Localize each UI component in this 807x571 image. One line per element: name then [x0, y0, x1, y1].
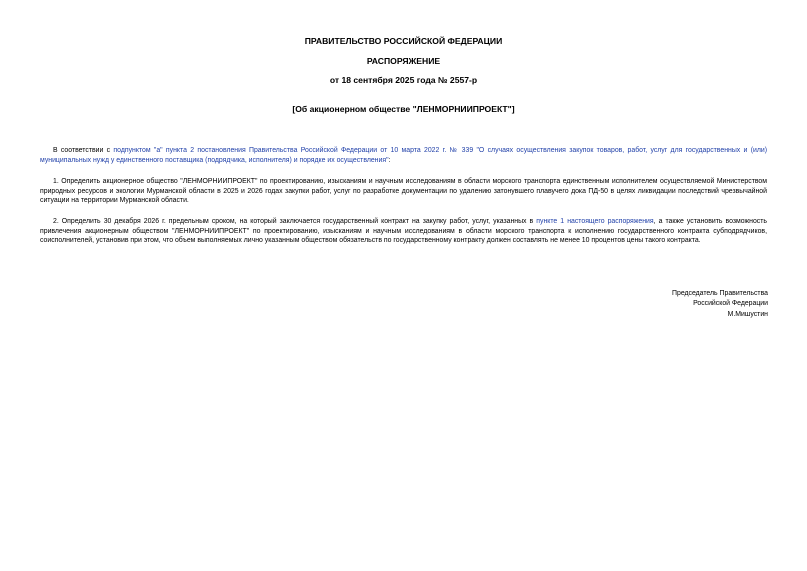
item-1-paragraph: 1. Определить акционерное общество "ЛЕНМОРНИИПРОЕКТ" по проектированию, изысканиям и научным исследованиям в области морского транспорта единственным исполнителем осуществляемой Министерством природных ресурсов и экологии Мурманской области в 2025 и 2026 годах закупки работ, услуг по разработке документации по удалению затонувшего плавучего дока ПД-50 в целях ликвидации последствий чрезвычайной ситуации на территории Мурманской области. [40, 178, 767, 205]
item-2-text-before: 2. Определить 30 декабря 2026 г. предельным сроком, на который заключается государственный контракт на закупку работ, услуг, указанных в [53, 218, 537, 225]
signature-title-line1: Председатель Правительства [672, 290, 768, 297]
item-1-reference-link[interactable]: пункте 1 настоящего распоряжения [536, 218, 654, 225]
subject-heading: [Об акционерном обществе "ЛЕНМОРНИИПРОЕКТ"] [292, 104, 515, 114]
intro-text-after: : [388, 156, 391, 164]
intro-paragraph [40, 146, 767, 165]
government-heading: ПРАВИТЕЛЬСТВО РОССИЙСКОЙ ФЕДЕРАЦИИ [304, 36, 503, 46]
decree-link[interactable]: подпунктом "а" пункта 2 постановления Правительства Российской Федерации от 10 марта 2022 г. № 339 "О случаях осуществления закупок товаров, работ, услуг для государственных и (или) муниципальных нужд у единственного поставщика (подрядчика, исполнителя) и порядке их осуществления" [40, 147, 767, 164]
item-2-text-after: , а также установить возможность привлечения акционерным обществом "ЛЕНМОРНИИПРОЕКТ" по проектированию, изысканиям и научным исследованиям в области морского транспорта к исполнению государственного контракта субподрядчиков, соисполнителей, установив при этом, что объем выполняемых лично указанным обществом обязательств по государственному контракту должен составлять не менее 10 процентов цены такого контракта. [40, 218, 767, 245]
document-type-heading: РАСПОРЯЖЕНИЕ [366, 56, 441, 66]
date-number-heading: от 18 сентября 2025 года № 2557-р [329, 75, 478, 85]
signature-name: М.Мишустин [727, 311, 768, 318]
intro-text-before: В соответствии с [53, 147, 114, 154]
item-2-paragraph [40, 217, 767, 246]
signature-title-line2: Российской Федерации [693, 300, 768, 307]
